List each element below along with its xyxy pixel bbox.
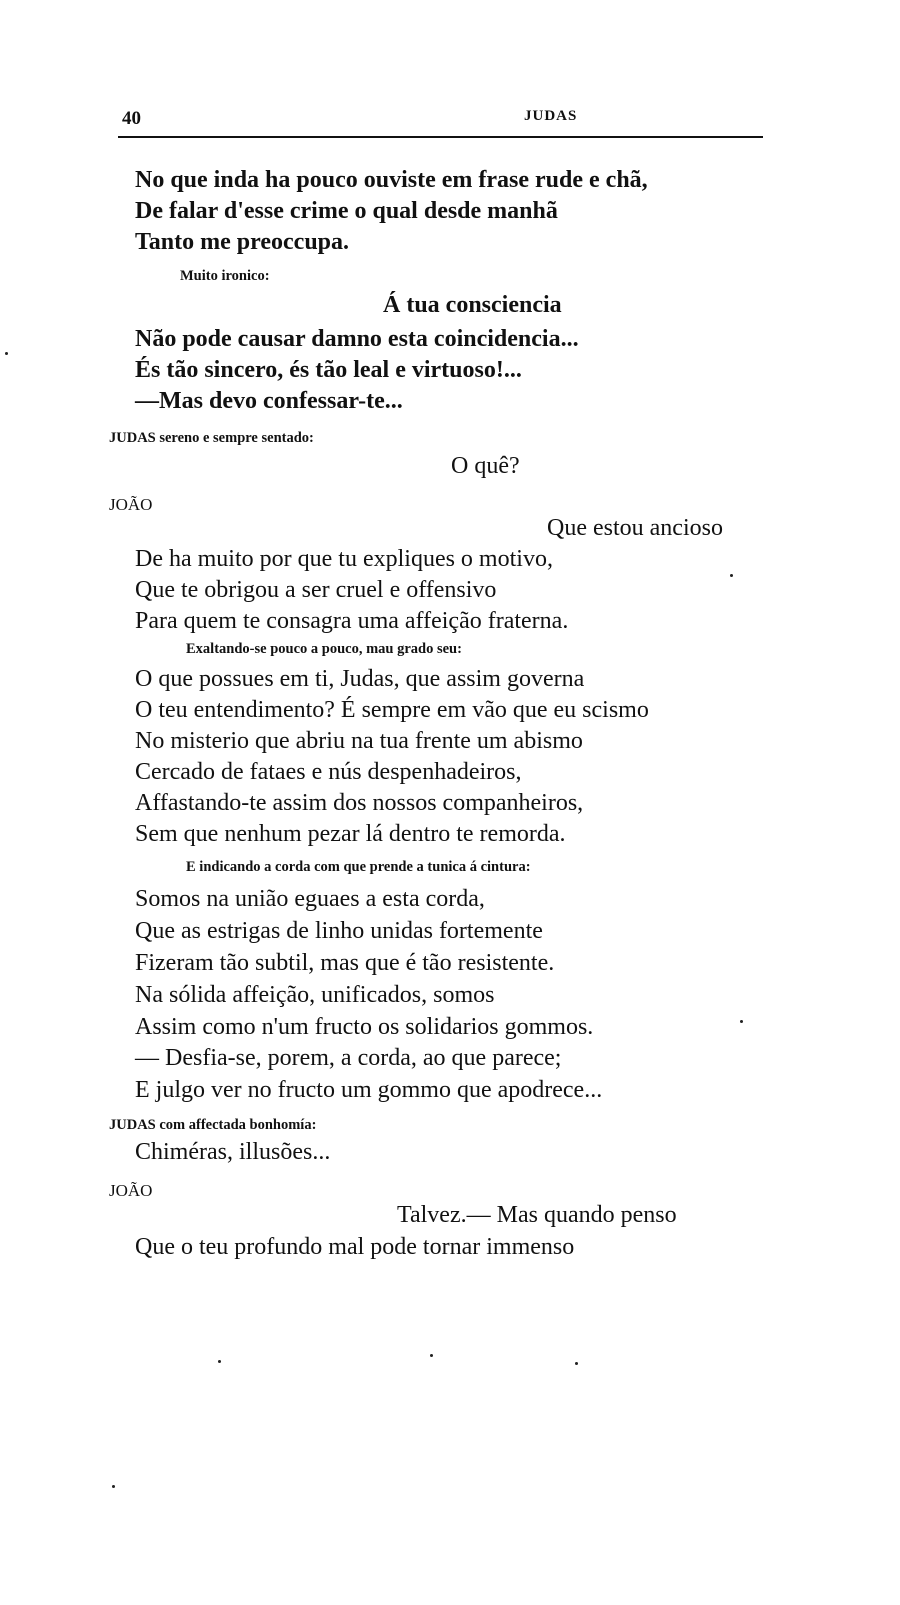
scan-speck [575, 1362, 578, 1365]
verse-line: Chiméras, illusões... [135, 1139, 331, 1165]
speaker-name: JOÃO [109, 495, 153, 514]
speaker-direction: JUDAS sereno e sempre sentado: [109, 430, 314, 446]
verse-line: De falar d'esse crime o qual desde manhã [135, 198, 558, 224]
stage-direction: E indicando a corda com que prende a tunica á cintura: [186, 859, 531, 875]
verse-line: O teu entendimento? É sempre em vão que eu scismo [135, 697, 649, 723]
speaker-name: JOÃO [109, 1181, 153, 1200]
verse-line: Não pode causar damno esta coincidencia... [135, 326, 579, 352]
verse-line: — Desfia-se, porem, a corda, ao que parece; [135, 1045, 562, 1071]
verse-line: De ha muito por que tu expliques o motivo, [135, 546, 553, 572]
verse-line: Á tua consciencia [383, 292, 562, 318]
scan-speck [5, 352, 8, 355]
verse-line: No que inda ha pouco ouviste em frase rude e chã, [135, 167, 648, 193]
scan-speck [730, 574, 733, 577]
verse-line: E julgo ver no fructo um gommo que apodrece... [135, 1077, 603, 1103]
page-header [118, 104, 763, 138]
verse-line: Que o teu profundo mal pode tornar immenso [135, 1234, 575, 1260]
verse-line: O quê? [451, 453, 520, 479]
verse-line: Talvez.— Mas quando penso [397, 1202, 677, 1228]
verse-line: Assim como n'um fructo os solidarios gommos. [135, 1014, 594, 1040]
speaker-direction: JUDAS com affectada bonhomía: [109, 1117, 317, 1133]
verse-line: Somos na união eguaes a esta corda, [135, 886, 485, 912]
verse-line: No misterio que abriu na tua frente um abismo [135, 728, 583, 754]
stage-direction: Muito ironico: [180, 268, 270, 284]
verse-line: Tanto me preoccupa. [135, 229, 350, 255]
scan-speck [740, 1020, 743, 1023]
verse-line: Fizeram tão subtil, mas que é tão resistente. [135, 950, 555, 976]
verse-line: Sem que nenhum pezar lá dentro te remorda. [135, 821, 566, 847]
verse-line: Para quem te consagra uma affeição fraterna. [135, 608, 569, 634]
verse-line: Que estou ancioso [547, 515, 723, 541]
scan-speck [218, 1360, 221, 1363]
verse-line: Que as estrigas de linho unidas fortemente [135, 918, 543, 944]
page-number: 40 [122, 108, 141, 129]
verse-line: És tão sincero, és tão leal e virtuoso!... [135, 357, 522, 383]
verse-line: Que te obrigou a ser cruel e offensivo [135, 577, 497, 603]
verse-line: —Mas devo confessar-te... [135, 388, 403, 414]
scan-speck [112, 1485, 115, 1488]
verse-line: Affastando-te assim dos nossos companheiros, [135, 790, 584, 816]
verse-line: O que possues em ti, Judas, que assim governa [135, 666, 585, 692]
verse-line: Na sólida affeição, unificados, somos [135, 982, 495, 1008]
stage-direction: Exaltando-se pouco a pouco, mau grado seu: [186, 641, 462, 657]
running-title: JUDAS [524, 108, 578, 124]
verse-line: Cercado de fataes e nús despenhadeiros, [135, 759, 522, 785]
scan-speck [430, 1354, 433, 1357]
